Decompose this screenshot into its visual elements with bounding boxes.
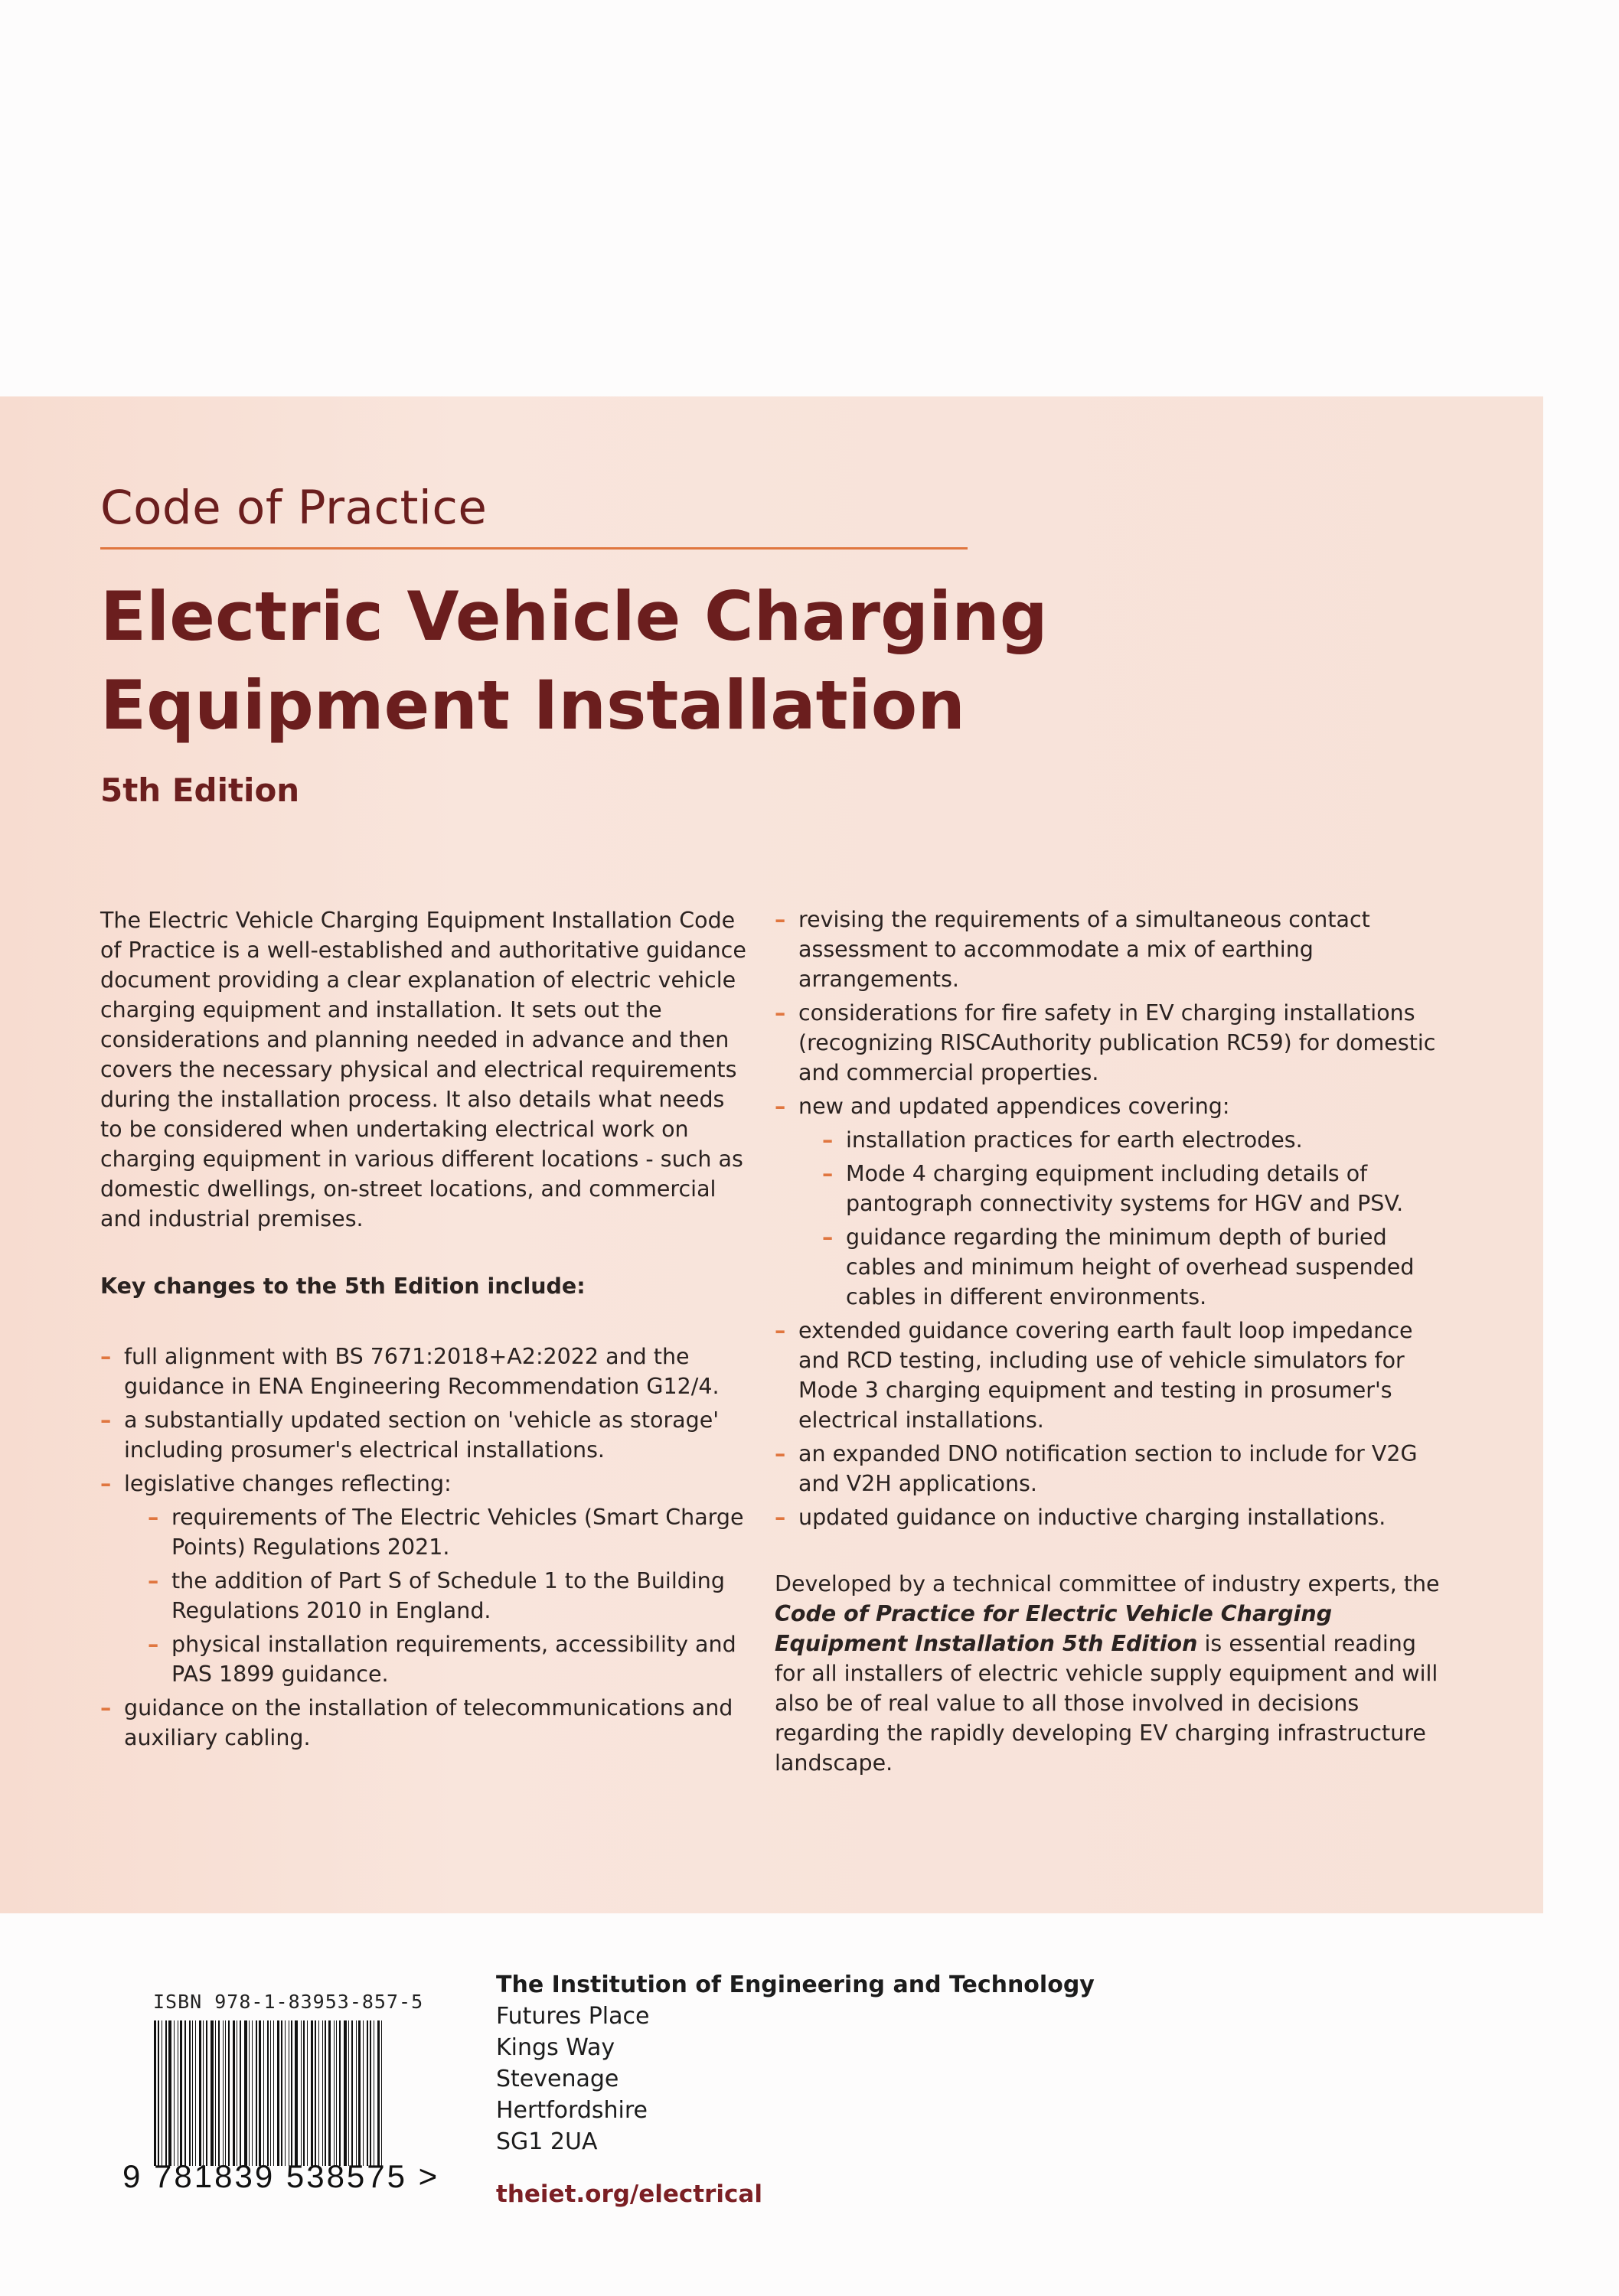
barcode-bar (344, 2020, 347, 2166)
publisher-address (496, 1969, 1095, 2157)
list-item-text: full alignment with BS 7671:2018+A2:2022 and the guidance in ENA Engineering Recommendation G12/4. (124, 1344, 720, 1399)
barcode-bar (165, 2020, 167, 2166)
closing-text-before: Developed by a technical committee of industry experts, the (775, 1571, 1440, 1596)
list-item-text: installation practices for earth electrodes. (846, 1127, 1303, 1153)
sub-list-item (822, 1159, 1448, 1218)
list-item-text: a substantially updated section on 'vehicle as storage' including prosumer's electrical installations. (124, 1407, 720, 1463)
barcode-bar (233, 2020, 235, 2166)
list-item-text: new and updated appendices covering: (798, 1094, 1230, 1119)
barcode-bar (249, 2020, 250, 2166)
right-column (775, 905, 1448, 1778)
barcode-bar (281, 2020, 282, 2166)
barcode-bar (381, 2020, 382, 2166)
isbn-label: ISBN 978-1-83953-857-5 (153, 1991, 424, 2013)
list-item (775, 1502, 1448, 1532)
barcode-bar (336, 2020, 337, 2166)
barcode-bar (252, 2020, 253, 2166)
book-title-line-1: Electric Vehicle Charging (100, 577, 1048, 656)
barcode-bar (325, 2020, 326, 2166)
list-item-text: considerations for fire safety in EV charging installations (recognizing RISCAuthority publication RC59) for domestic and commercial properties. (798, 1000, 1436, 1085)
sub-list-item (822, 1125, 1448, 1155)
address-line: SG1 2UA (496, 2128, 598, 2155)
barcode-bar (199, 2020, 201, 2166)
list-item-text: revising the requirements of a simultaneous contact assessment to accommodate a mix of earthing arrangements. (798, 907, 1370, 992)
list-item-text: requirements of The Electric Vehicles (Smart Charge Points) Regulations 2021. (171, 1505, 744, 1560)
barcode-bar (356, 2020, 357, 2166)
edition-label: 5th Edition (100, 771, 300, 809)
barcode-bar (158, 2020, 159, 2166)
barcode-bar (334, 2020, 335, 2166)
barcode-bar (192, 2020, 193, 2166)
sub-list (798, 1125, 1448, 1312)
barcode-bar (339, 2020, 341, 2166)
barcode-bar (295, 2020, 298, 2166)
barcode-bar (367, 2020, 368, 2166)
sub-list-item (822, 1222, 1448, 1312)
series-title: Code of Practice (100, 481, 488, 535)
intro-paragraph: The Electric Vehicle Charging Equipment Installation Code of Practice is a well-established and authoritative guidance document providing a clear explanation of electric vehicle charging equipment and installation. It sets out the considerations and planning needed in advance and then covers the necessary physical and electrical requirements during the installation process. It also details what needs to be considered when undertaking electrical work on charging equipment in various different locations - such as domestic dwellings, on-street locations, and commercial and industrial premises. (100, 908, 746, 1231)
sub-list-item (148, 1629, 751, 1689)
list-item-text: guidance on the installation of telecommunications and auxiliary cabling. (124, 1695, 733, 1750)
sub-list-item (148, 1566, 751, 1626)
barcode-bar (259, 2020, 261, 2166)
book-title (100, 572, 1048, 750)
barcode-bar (322, 2020, 323, 2166)
list-item-text: guidance regarding the minimum depth of buried cables and minimum height of overhead suspended cables in different environments. (846, 1225, 1415, 1309)
barcode-bar (206, 2020, 207, 2166)
key-changes-list-right (775, 905, 1448, 1532)
list-item-text: legislative changes reflecting: (124, 1471, 452, 1496)
barcode-bar (228, 2020, 230, 2166)
barcode-bar (256, 2020, 257, 2166)
list-item (100, 1342, 751, 1401)
barcode-bar (303, 2020, 305, 2166)
list-item (775, 998, 1448, 1088)
publisher-name: The Institution of Engineering and Technology (496, 1971, 1095, 1998)
barcode-bar (348, 2020, 349, 2166)
list-item-text: Mode 4 charging equipment including details of pantograph connectivity systems for HGV and PSV. (846, 1161, 1404, 1216)
barcode-bar (328, 2020, 331, 2166)
key-changes-heading: Key changes to the 5th Edition include: (100, 1274, 586, 1299)
barcode-bar (315, 2020, 316, 2166)
sub-list (124, 1502, 751, 1689)
barcode (154, 2020, 400, 2166)
barcode-bar (154, 2020, 156, 2166)
list-item (100, 1693, 751, 1753)
barcode-bar (244, 2020, 247, 2166)
address-line: Kings Way (496, 2034, 615, 2061)
barcode-bar (218, 2020, 220, 2166)
barcode-bar (174, 2020, 175, 2166)
barcode-bar (285, 2020, 286, 2166)
left-column (100, 905, 751, 1756)
barcode-bar (291, 2020, 292, 2166)
barcode-bar (215, 2020, 216, 2166)
barcode-bar (180, 2020, 182, 2166)
sub-list-item (148, 1502, 751, 1562)
barcode-bar (311, 2020, 313, 2166)
barcode-bar (267, 2020, 269, 2166)
list-item (775, 1316, 1448, 1435)
barcode-bar (363, 2020, 364, 2166)
publisher-url[interactable]: theiet.org/electrical (496, 2180, 762, 2208)
closing-paragraph (775, 1569, 1448, 1778)
book-title-line-2: Equipment Installation (100, 666, 965, 745)
list-item (775, 1439, 1448, 1499)
address-line: Hertfordshire (496, 2097, 648, 2124)
list-item (775, 905, 1448, 994)
title-divider (100, 547, 968, 550)
barcode-bar (189, 2020, 191, 2166)
barcode-bar (307, 2020, 308, 2166)
address-line: Futures Place (496, 2003, 650, 2030)
list-item (100, 1469, 751, 1689)
barcode-bar (195, 2020, 196, 2166)
list-item-text: the addition of Part S of Schedule 1 to the Building Regulations 2010 in England. (171, 1568, 725, 1623)
closing-book-title: Code of Practice for Electric Vehicle Charging Equipment Installation 5th Edition (775, 1601, 1333, 1656)
barcode-bar (203, 2020, 204, 2166)
barcode-digits: 9 781839 538575 > (122, 2158, 440, 2194)
barcode-bar (223, 2020, 224, 2166)
barcode-bar (240, 2020, 241, 2166)
address-line: Stevenage (496, 2066, 619, 2092)
barcode-bar (263, 2020, 264, 2166)
barcode-bar (225, 2020, 226, 2166)
barcode-bar (370, 2020, 371, 2166)
barcode-bar (318, 2020, 319, 2166)
barcode-bar (358, 2020, 361, 2166)
closing-text-after: is essential reading for all installers of electric vehicle supply equipment and will also be of real value to all those involved in decisions regarding the rapidly developing EV charging infrastructure landscape. (775, 1631, 1438, 1776)
barcode-bar (273, 2020, 274, 2166)
barcode-bar (168, 2020, 171, 2166)
list-item (775, 1091, 1448, 1312)
barcode-bar (277, 2020, 279, 2166)
barcode-bar (184, 2020, 186, 2166)
list-item-text: an expanded DNO notification section to include for V2G and V2H applications. (798, 1441, 1418, 1496)
list-item (100, 1405, 751, 1465)
list-item-text: extended guidance covering earth fault loop impedance and RCD testing, including use of vehicle simulators for Mode 3 charging equipment and testing in prosumer's electrical installations. (798, 1318, 1413, 1433)
barcode-bar (351, 2020, 353, 2166)
list-item-text: updated guidance on inductive charging installations. (798, 1505, 1386, 1530)
barcode-bar (377, 2020, 380, 2166)
list-item-text: physical installation requirements, accessibility and PAS 1899 guidance. (171, 1632, 736, 1687)
key-changes-list-left (100, 1342, 751, 1753)
barcode-bar (211, 2020, 214, 2166)
barcode-bar (301, 2020, 302, 2166)
barcode-bar (270, 2020, 271, 2166)
